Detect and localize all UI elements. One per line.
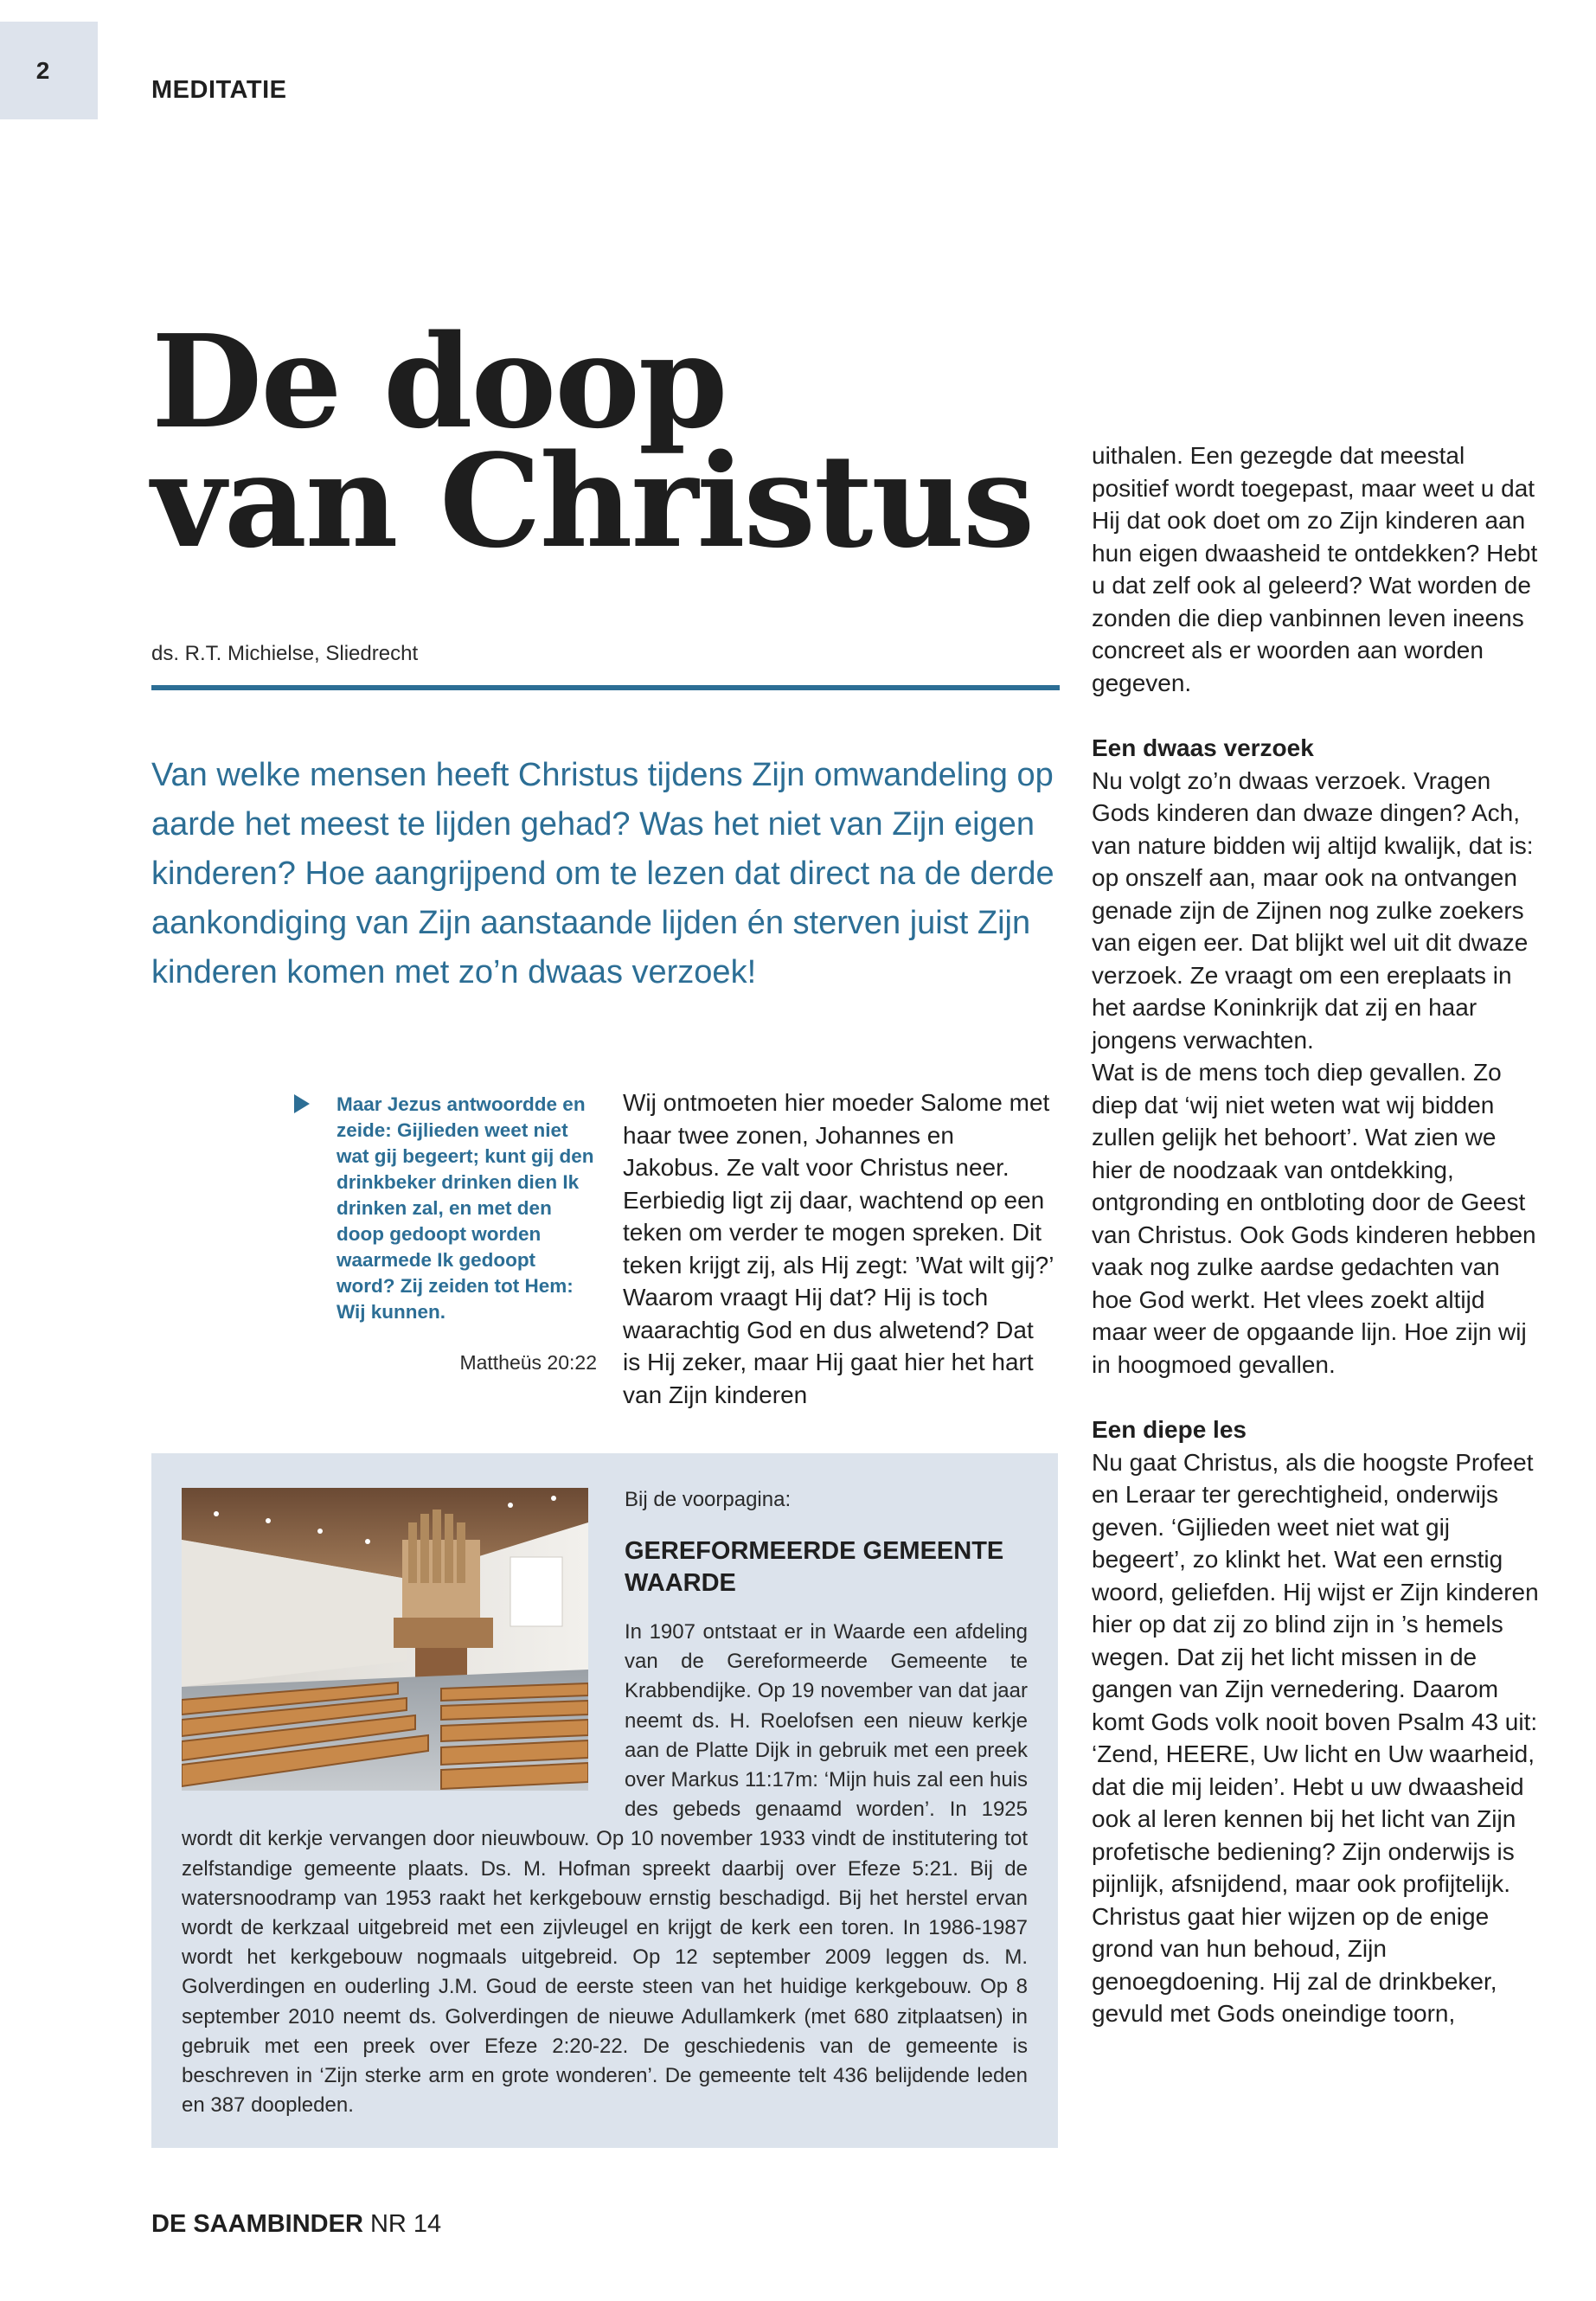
page-number: 2 xyxy=(0,22,98,119)
box-kicker: Bij de voorpagina: xyxy=(625,1488,792,1511)
box-body xyxy=(182,1618,1028,2120)
author-byline: ds. R.T. Michielse, Sliedrecht xyxy=(151,642,419,665)
paragraph: Wat is de mens toch diep gevallen. Zo diep dat ‘wij niet weten wat wij bidden zullen gelijk het behoort’. Wat zien we hier de noodzaak van ontdekking, ontgronding en ontbloting door de Geest van Christus. Ook Gods kinderen hebben vaak nog zulke aardse gedachten van hoe God werkt. Het vlees zoekt altijd maar weer de opgaande lijn. Hoe zijn wij in hoogmoed gevallen. xyxy=(1092,1059,1536,1378)
section-label: MEDITATIE xyxy=(151,76,287,104)
article-title xyxy=(151,306,1060,576)
footer-magazine xyxy=(151,2210,441,2239)
paragraph: Nu gaat Christus, als die hoogste Profeet en Leraar ter gerechtigheid, onderwijs geven. ‘Gijlieden weet niet wat gij begeert’, zo klinkt het. Wat een ernstig woord, geliefden. Hij wijst er Zijn kinderen hier op dat zij zo blind zijn in ’s hemels wegen. Dat zij het licht missen in de gangen van Zijn vernedering. Daarom komt Gods volk nooit boven Psalm 43 uit: ‘Zend, HEERE, Uw licht en Uw waarheid, dat die mij leiden’. Hebt u uw dwaasheid ook al leren kennen bij het licht van Zijn profetische bediening? Zijn onderwijs is pijnlijk, afsnijdend, maar ook profijtelijk. xyxy=(1092,1448,1539,1897)
title-line-1: De doop xyxy=(151,306,727,457)
quote-reference: Mattheüs 20:22 xyxy=(459,1351,597,1374)
paragraph: Nu volgt zo’n dwaas verzoek. Vragen Gods kinderen dan dwaze dingen? Ach, van nature bidden wij altijd kwalijk, dat is: op onszelf aan, maar ook na ontvangen genade zijn de Zijnen nog zulke zoekers van eigen eer. Dat blijkt wel uit dit dwaze verzoek. Ze vraagt om een ereplaats in het aardse Koninkrijk dat zij en haar jongens verwachten. xyxy=(1092,766,1534,1054)
triangle-bullet-icon xyxy=(294,1094,310,1113)
magazine-name: DE SAAMBINDER xyxy=(151,2210,363,2238)
issue-number: NR 14 xyxy=(369,2210,442,2238)
subheading: Een dwaas verzoek xyxy=(1092,734,1314,761)
body-column-middle: Wij ontmoeten hier moeder Salome met haar twee zonen, Johannes en Jakobus. Ze valt voor Christus neer. Eerbiedig ligt zij daar, wachtend op een teken om verder te mogen spreken. Dit teken krijgt zij, als Hij zegt: ’Wat wilt gij?’ Waarom vraagt Hij dat? Hij is toch waarachtig God en dus alwetend? Dat is Hij zeker, maar Hij gaat hier het hart van Zijn kinderen xyxy=(623,1089,1054,1408)
title-divider xyxy=(151,685,1060,690)
bible-quote xyxy=(298,1092,597,1375)
box-body-text: In 1907 ontstaat er in Waarde een afdeling van de Gereformeerde Gemeente te Krabbendijke. Op 19 november van dat jaar neemt ds. H. Roelofsen een nieuw kerkje aan de Platte Dijk in gebruik met een preek over Markus 11:17m: ‘Mijn huis zal een huis des gebeds genaamd worden’. In 1925 wordt dit kerkje vervangen door nieuwbouw. Op 10 november 1933 vindt de institutering tot zelfstandige gemeente plaats. Ds. M. Hofman spreekt daarbij over Efeze 5:21. Bij de watersnoodramp van 1953 raakt het kerkgebouw ernstig beschadigd. Bij het herstel ervan wordt de kerkzaal uitgebreid met een zijvleugel en krijgt de kerk een toren. In 1986-1987 wordt het kerkgebouw nogmaals uitgebreid. Op 12 september 2009 leggen ds. M. Golverdingen en ouderling J.M. Goud de eerste steen van het huidige kerkgebouw. Op 8 september 2010 neemt ds. Golverdingen de nieuwe Adullamkerk (met 680 zitplaatsen) in gebruik met een preek over Efeze 2:20-22. De geschiedenis van de gemeente is beschreven in ‘Zijn sterke arm en grote wonderen’. De gemeente telt 436 belijdende leden en 387 doopleden. xyxy=(182,1620,1028,2118)
cover-info-box xyxy=(151,1453,1058,2148)
photo-wrap-space xyxy=(182,1618,625,1822)
paragraph: uithalen. Een gezegde dat meestal positief wordt toegepast, maar weet u dat Hij dat ook doet om zo Zijn kinderen aan hun eigen dwaasheid te ontdekken? Hebt u dat zelf ook al geleerd? Wat worden de zonden die diep vanbinnen leven ineens concreet als er woorden aan worden gegeven. xyxy=(1092,442,1538,696)
lead-paragraph: Van welke mensen heeft Christus tijdens Zijn omwandeling op aarde het meest te lijden gehad? Was het niet van Zijn eigen kinderen? Hoe aangrijpend om te lezen dat direct na de derde aankondiging van Zijn aanstaande lijden én sterven juist Zijn kinderen komen met zo’n dwaas verzoek! xyxy=(151,757,1054,990)
box-heading: GEREFORMEERDE GEMEENTE WAARDE xyxy=(625,1537,1004,1597)
paragraph: Christus gaat hier wijzen op de enige grond van hun behoud, Zijn genoegdoening. Hij zal de drinkbeker, gevuld met Gods oneindige toorn, xyxy=(1092,1902,1497,2027)
body-column-right xyxy=(1092,439,1542,2030)
title-line-2: van Christus xyxy=(151,426,1034,576)
quote-text: Maar Jezus antwoordde en zeide: Gijlieden weet niet wat gij begeert; kunt gij den drinkbeker drinken dien Ik drinken zal, en met den doop gedoopt worden waarmede Ik gedoopt word? Zij zeiden tot Hem: Wij kunnen. xyxy=(337,1093,594,1323)
subheading: Een diepe les xyxy=(1092,1416,1247,1443)
